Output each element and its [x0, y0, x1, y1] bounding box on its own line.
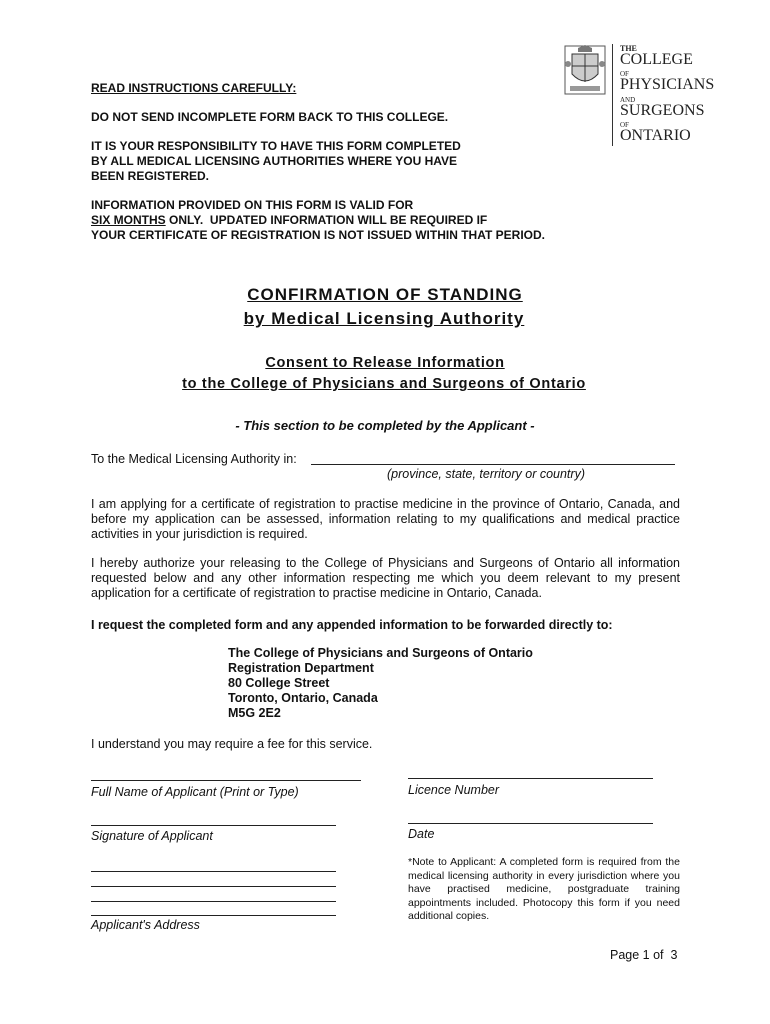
logo-college: COLLEGE	[620, 51, 693, 68]
signature-label: Signature of Applicant	[91, 829, 213, 843]
subtitle-line-2: to the College of Physicians and Surgeons of Ontario	[182, 376, 586, 392]
address-input-line-1[interactable]	[91, 871, 336, 872]
coat-of-arms-icon	[562, 44, 608, 96]
logo-of-1: OF	[620, 70, 629, 78]
authority-hint: (province, state, territory or country)	[387, 467, 585, 481]
address-input-line-3[interactable]	[91, 901, 336, 902]
instructions-line-3b	[91, 213, 545, 228]
logo-surgeons: SURGEONS	[620, 102, 705, 119]
instructions-line-1: DO NOT SEND INCOMPLETE FORM BACK TO THIS COLLEGE.	[91, 110, 449, 124]
licence-number-label: Licence Number	[408, 783, 500, 797]
logo-and: AND	[620, 96, 636, 104]
address-line-3: 80 College Street	[228, 676, 330, 690]
date-label: Date	[408, 827, 435, 841]
instructions-line-2b: BY ALL MEDICAL LICENSING AUTHORITIES WHERE YOU HAVE	[91, 154, 458, 168]
applicant-note: *Note to Applicant: A completed form is required from the medical licensing authority in every jurisdiction where you have practised medicine, postgraduate training appointments included. Photocopy this form if you need additional copies.	[408, 856, 680, 922]
instructions-line-3	[91, 198, 545, 243]
logo-divider	[612, 44, 613, 146]
address-input-line-4[interactable]	[91, 915, 336, 916]
instructions-line-3b-rest: ONLY. UPDATED INFORMATION WILL BE REQUIRED IF	[165, 213, 488, 227]
section-note: - This section to be completed by the Applicant -	[235, 418, 535, 433]
licence-number-input-line[interactable]	[408, 778, 653, 779]
full-name-input-line[interactable]	[91, 780, 361, 781]
logo-the: THE	[620, 44, 637, 53]
fee-statement: I understand you may require a fee for this service.	[91, 737, 373, 751]
instructions-line-2a: IT IS YOUR RESPONSIBILITY TO HAVE THIS FORM COMPLETED	[91, 139, 461, 153]
address-line-4: Toronto, Ontario, Canada	[228, 691, 378, 705]
title-line-1: CONFIRMATION OF STANDING	[247, 285, 523, 304]
address-line-2: Registration Department	[228, 661, 374, 675]
page-title	[0, 283, 770, 331]
six-months-text: SIX MONTHS	[91, 213, 166, 227]
subtitle	[0, 353, 770, 395]
date-input-line[interactable]	[408, 823, 653, 824]
paragraph-2: I hereby authorize your releasing to the College of Physicians and Surgeons of Ontario all information requested below and any other information respecting me which you deem relevant to my present application for a certificate of registration to practise medicine in Ontario, Canada.	[91, 556, 680, 600]
instructions-line-3c: YOUR CERTIFICATE OF REGISTRATION IS NOT ISSUED WITHIN THAT PERIOD.	[91, 228, 546, 242]
page-number: Page 1 of 3	[610, 948, 678, 962]
forward-request: I request the completed form and any appended information to be forwarded directly to:	[91, 618, 613, 632]
title-line-2: by Medical Licensing Authority	[243, 309, 525, 328]
address-line-5: M5G 2E2	[228, 706, 281, 720]
address-input-line-2[interactable]	[91, 886, 336, 887]
authority-input-line[interactable]	[311, 464, 675, 465]
instructions-heading: READ INSTRUCTIONS CAREFULLY:	[91, 81, 297, 95]
logo-of-2: OF	[620, 121, 629, 129]
address-line-1: The College of Physicians and Surgeons of Ontario	[228, 646, 533, 660]
logo-ontario: ONTARIO	[620, 127, 691, 144]
signature-input-line[interactable]	[91, 825, 336, 826]
college-address	[228, 646, 533, 721]
subtitle-line-1: Consent to Release Information	[265, 355, 505, 371]
full-name-label: Full Name of Applicant (Print or Type)	[91, 785, 299, 799]
logo-physicians: PHYSICIANS	[620, 76, 715, 93]
instructions-line-2c: BEEN REGISTERED.	[91, 169, 210, 183]
instructions-line-2	[91, 139, 461, 184]
paragraph-1: I am applying for a certificate of registration to practise medicine in the province of Ontario, Canada, and before my application can be assessed, information relating to my qualifications and medical practice activities in your jurisdiction is required.	[91, 497, 680, 541]
instructions-line-3a: INFORMATION PROVIDED ON THIS FORM IS VALID FOR	[91, 198, 414, 212]
address-label: Applicant's Address	[91, 918, 200, 932]
authority-label: To the Medical Licensing Authority in:	[91, 452, 297, 466]
